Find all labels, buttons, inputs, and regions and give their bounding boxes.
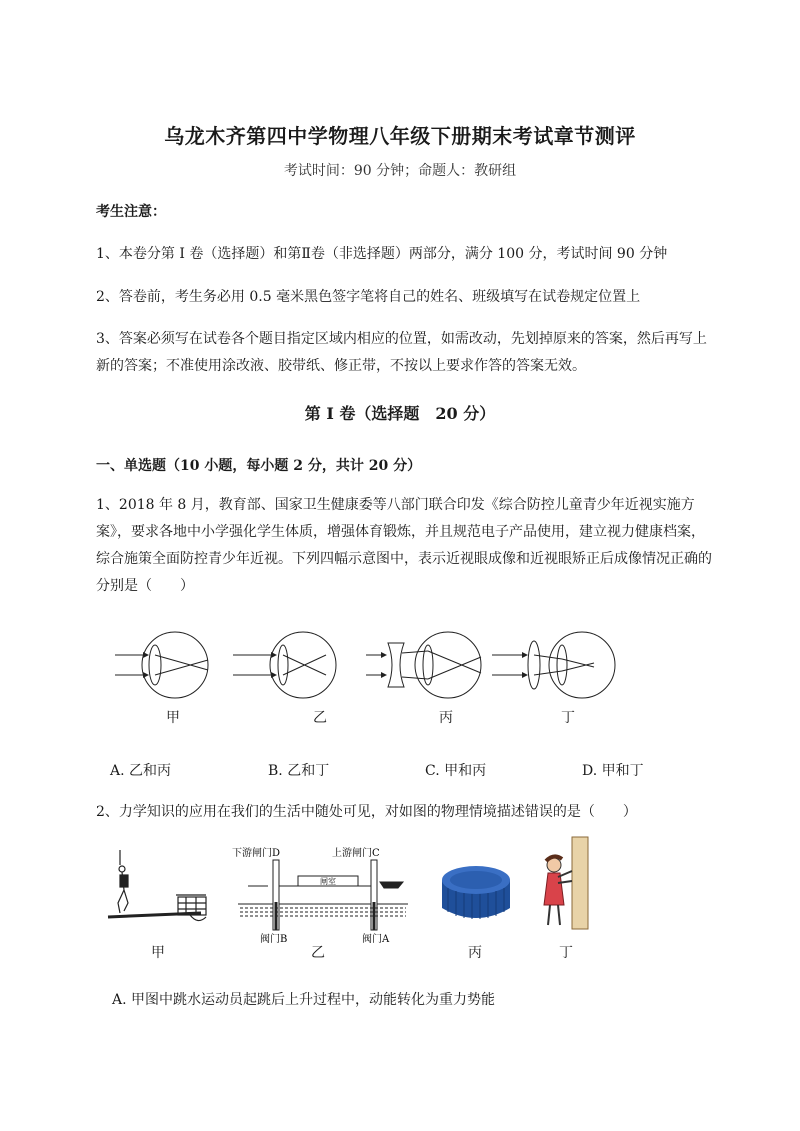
q2-label-bing: 丙 [468, 945, 482, 961]
eye-diagrams-figure [110, 625, 630, 705]
q1-option-c: C. 甲和丙 [425, 763, 487, 779]
eye-diagram-jia [115, 632, 208, 698]
q2-label-yi: 乙 [311, 945, 325, 961]
q2-label-jia: 甲 [151, 945, 165, 961]
q1-option-a: A. 乙和丙 [110, 763, 172, 779]
lock-label-valve-a: 阀门A [362, 934, 390, 945]
notice-item-2: 2、答卷前，考生务必用 0.5 毫米黑色签字笔将自己的姓名、班级填写在试卷规定位置上 [96, 289, 641, 305]
question-2-stem: 2、力学知识的应用在我们的生活中随处可见，对如图的物理情境描述错误的是（ ） [96, 804, 637, 820]
q2-label-ding: 丁 [559, 945, 573, 961]
ship-lock-figure [232, 842, 408, 947]
lock-label-down-gate: 下游闸门D [232, 848, 281, 859]
diver-figure [106, 845, 216, 935]
q1-option-b: B. 乙和丁 [268, 763, 330, 779]
eye-diagram-ding [492, 632, 615, 698]
lock-label-chamber: 闸室 [320, 877, 336, 886]
figure-label-bing: 丙 [439, 710, 453, 726]
eye-diagram-yi [233, 632, 336, 698]
notice-item-1: 1、本卷分第 I 卷（选择题）和第Ⅱ卷（非选择题）两部分，满分 100 分，考试时间 90 分钟 [96, 246, 668, 262]
figure-label-jia: 甲 [166, 710, 180, 726]
q1-option-d: D. 甲和丁 [582, 763, 644, 779]
q2-option-a: A. 甲图中跳水运动员起跳后上升过程中，动能转化为重力势能 [112, 992, 496, 1008]
lock-label-up-gate: 上游闸门C [332, 848, 380, 859]
section-title: 第 I 卷（选择题 20 分） [304, 404, 496, 423]
figure-label-ding: 丁 [561, 710, 575, 726]
bottle-cap-figure [436, 858, 516, 928]
notice-heading: 考生注意： [96, 204, 166, 220]
question-1-stem: 1、2018 年 8 月，教育部、国家卫生健康委等八部门联合印发《综合防控儿童青少年近视实施方案》，要求各地中小学强化学生体质，增强体育锻炼，并且规范电子产品使用，建立视力健康档案，综合施策全面防控青少年近视。下列四幅示意图中，表示近视眼成像和近视眼矫正后成像情况正确的分别是（ ） [96, 497, 712, 594]
figure-label-yi: 乙 [313, 710, 327, 726]
exam-info: 考试时间：90 分钟；命题人：教研组 [283, 163, 517, 179]
eye-diagram-bing [366, 632, 481, 698]
pushing-wall-figure [536, 835, 596, 935]
notice-item-3: 3、答案必须写在试卷各个题目指定区域内相应的位置，如需改动，先划掉原来的答案，然后再写上新的答案；不准使用涂改液、胶带纸、修正带，不按以上要求作答的答案无效。 [96, 331, 707, 374]
lock-label-valve-b: 阀门B [260, 934, 288, 945]
part-heading: 一、单选题（10 小题，每小题 2 分，共计 20 分） [96, 458, 422, 474]
page-title: 乌龙木齐第四中学物理八年级下册期末考试章节测评 [164, 124, 636, 148]
